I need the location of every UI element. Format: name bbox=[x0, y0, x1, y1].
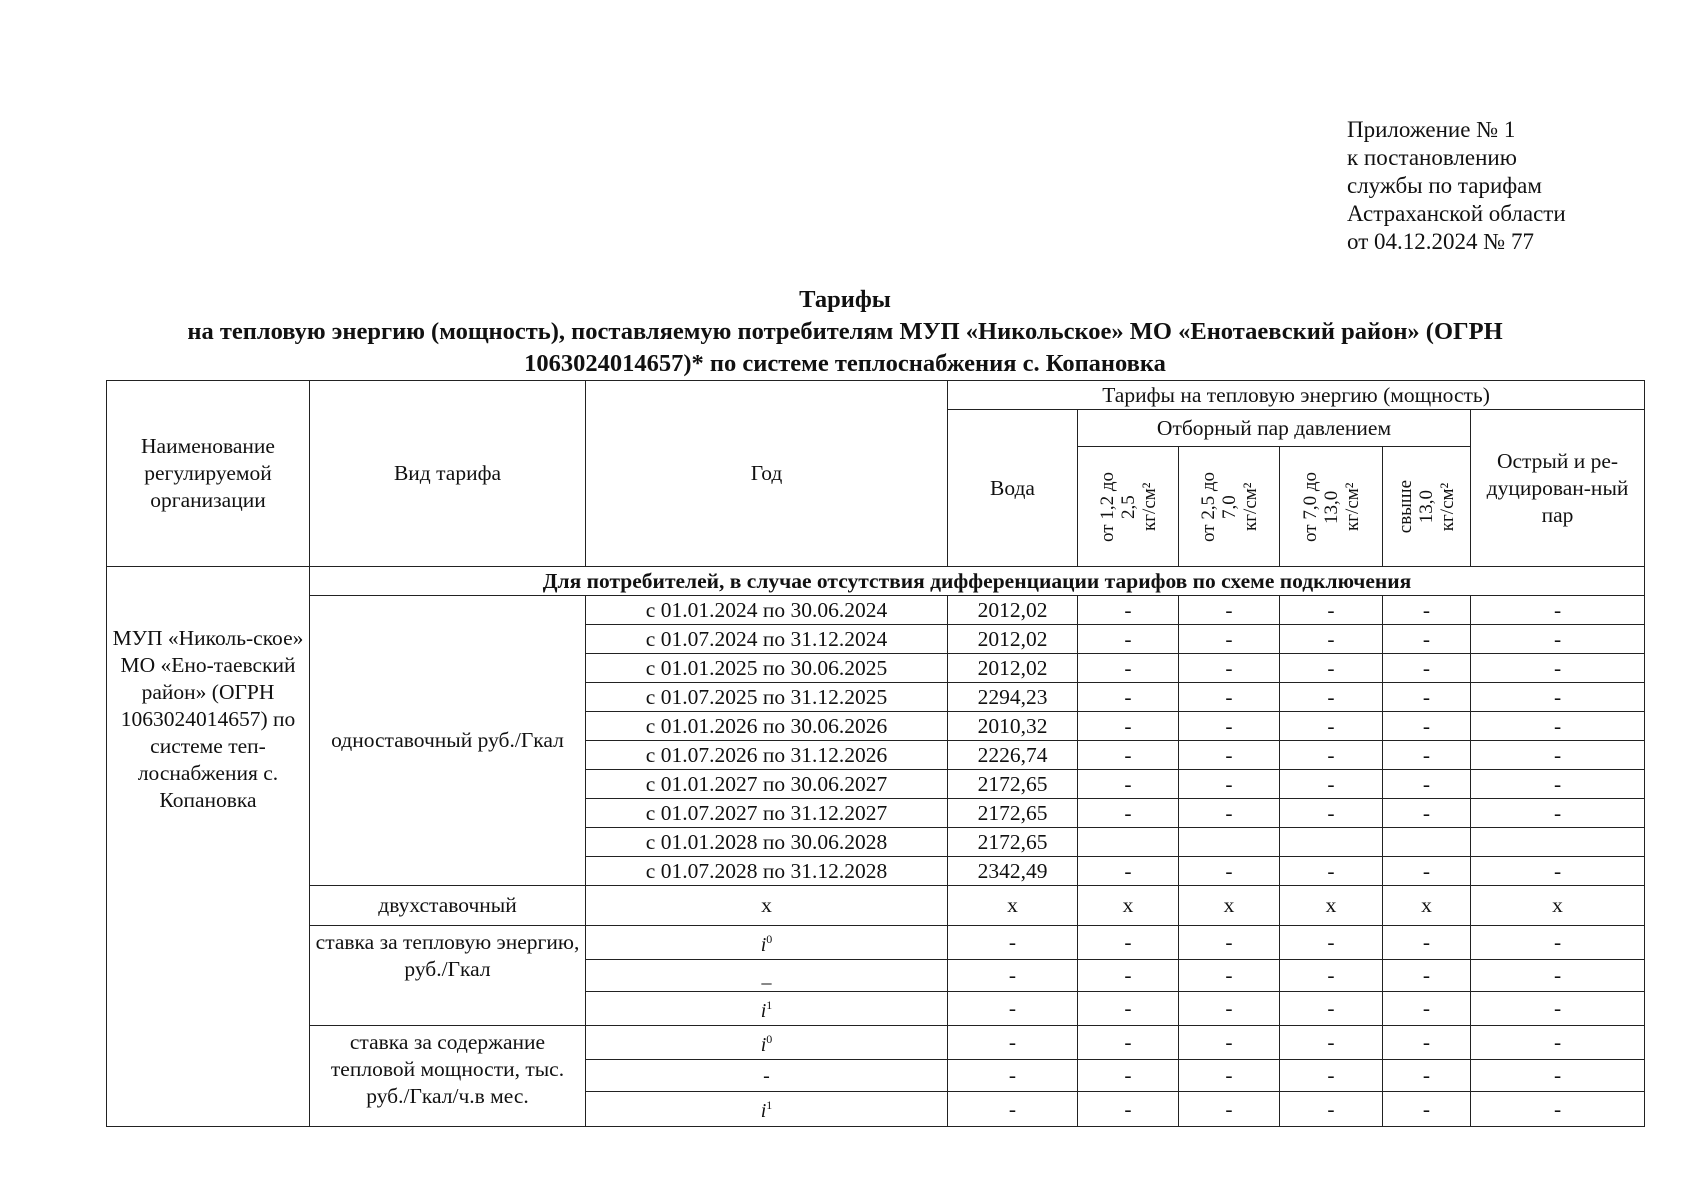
value-cell: - bbox=[1179, 625, 1280, 654]
appendix-line: Астраханской области bbox=[1347, 201, 1566, 226]
year-symbol-cell bbox=[586, 960, 948, 992]
capacity-rate-row bbox=[107, 1026, 1645, 1060]
steam-col-label: от 1,2 до 2,5 кг/см² bbox=[1096, 471, 1160, 542]
value-cell: - bbox=[1078, 960, 1179, 992]
value-cell: - bbox=[1280, 770, 1383, 799]
value-cell: - bbox=[1471, 926, 1645, 960]
value-cell: - bbox=[1383, 625, 1471, 654]
value-cell: - bbox=[1471, 1026, 1645, 1060]
value-cell: - bbox=[1179, 1092, 1280, 1126]
year-symbol: i bbox=[760, 1000, 767, 1023]
value-cell bbox=[1078, 828, 1179, 857]
value-cell: x bbox=[1471, 886, 1645, 926]
value-cell: - bbox=[1383, 1060, 1471, 1092]
header-org: Наименование регулируемой организации bbox=[107, 381, 310, 567]
value-cell bbox=[1280, 828, 1383, 857]
header-steam-col bbox=[1078, 447, 1179, 567]
value-cell: - bbox=[948, 1060, 1078, 1092]
value-cell: - bbox=[1471, 960, 1645, 992]
value-cell: x bbox=[586, 886, 948, 926]
value-cell: - bbox=[1179, 654, 1280, 683]
value-cell: - bbox=[1179, 960, 1280, 992]
value-cell: x bbox=[1179, 886, 1280, 926]
value-cell: - bbox=[1383, 926, 1471, 960]
value-cell: - bbox=[1179, 799, 1280, 828]
value-cell: - bbox=[1471, 596, 1645, 625]
water-value-cell: 2294,23 bbox=[948, 683, 1078, 712]
value-cell: - bbox=[1280, 799, 1383, 828]
year-symbol: i bbox=[760, 1034, 767, 1057]
year-symbol-cell bbox=[586, 1092, 948, 1126]
value-cell: - bbox=[1383, 1092, 1471, 1126]
value-cell: - bbox=[1179, 712, 1280, 741]
year-symbol-index: 0 bbox=[766, 932, 773, 946]
energy-rate-row bbox=[107, 926, 1645, 960]
tariff-table bbox=[106, 380, 1645, 1127]
value-cell: - bbox=[1471, 1092, 1645, 1126]
value-cell: - bbox=[1383, 712, 1471, 741]
value-cell: - bbox=[1179, 1026, 1280, 1060]
water-value-cell: 2012,02 bbox=[948, 596, 1078, 625]
value-cell: - bbox=[948, 926, 1078, 960]
steam-col-label: свыше 13,0 кг/см² bbox=[1395, 479, 1458, 534]
document-title bbox=[100, 284, 1590, 380]
value-cell: - bbox=[1078, 1060, 1179, 1092]
value-cell: - bbox=[1078, 770, 1179, 799]
period-cell: с 01.01.2028 по 30.06.2028 bbox=[586, 828, 948, 857]
value-cell: - bbox=[1280, 1092, 1383, 1126]
section-heading: Для потребителей, в случае отсутствия дифференциации тарифов по схеме подключения bbox=[310, 567, 1645, 596]
value-cell: - bbox=[1471, 1060, 1645, 1092]
title-subtitle: на тепловую энергию (мощность), поставляемую потребителям МУП «Никольское» МО «Енотаевский район» (ОГРН 1063024014657)* по системе теплоснабжения с. Копановка bbox=[187, 318, 1503, 377]
value-cell: - bbox=[1078, 596, 1179, 625]
two-rate-label: двухставочный bbox=[310, 886, 586, 926]
value-cell: - bbox=[1280, 741, 1383, 770]
value-cell: - bbox=[1280, 683, 1383, 712]
value-cell: - bbox=[948, 960, 1078, 992]
capacity-rate-label: ставка за содержание тепловой мощности, тыс. руб./Гкал/ч.в мес. bbox=[310, 1026, 586, 1126]
value-cell: x bbox=[1383, 886, 1471, 926]
year-symbol-cell bbox=[586, 992, 948, 1026]
value-cell: - bbox=[1179, 926, 1280, 960]
value-cell: - bbox=[1078, 992, 1179, 1026]
value-cell: - bbox=[1078, 1026, 1179, 1060]
appendix-line: к постановлению bbox=[1347, 145, 1517, 170]
value-cell: x bbox=[1078, 886, 1179, 926]
value-cell: - bbox=[1471, 741, 1645, 770]
year-symbol: i bbox=[760, 934, 767, 957]
water-value-cell: 2172,65 bbox=[948, 770, 1078, 799]
header-steam-group: Отборный пар давлением bbox=[1078, 410, 1471, 447]
value-cell: - bbox=[1078, 741, 1179, 770]
header-steam-col bbox=[1383, 447, 1471, 567]
period-cell: с 01.01.2025 по 30.06.2025 bbox=[586, 654, 948, 683]
header-year: Год bbox=[586, 381, 948, 567]
value-cell bbox=[1179, 828, 1280, 857]
value-cell bbox=[1383, 828, 1471, 857]
value-cell: - bbox=[1383, 741, 1471, 770]
year-symbol: - bbox=[763, 1064, 770, 1087]
value-cell: - bbox=[1471, 625, 1645, 654]
value-cell: - bbox=[1383, 960, 1471, 992]
value-cell: - bbox=[1179, 596, 1280, 625]
value-cell bbox=[1471, 828, 1645, 857]
appendix-line: службы по тарифам bbox=[1347, 173, 1542, 198]
year-symbol-index: 1 bbox=[766, 1098, 773, 1113]
value-cell: x bbox=[948, 886, 1078, 926]
period-cell: с 01.01.2027 по 30.06.2027 bbox=[586, 770, 948, 799]
period-cell: с 01.07.2027 по 31.12.2027 bbox=[586, 799, 948, 828]
year-symbol-cell bbox=[586, 1060, 948, 1092]
value-cell: - bbox=[948, 992, 1078, 1026]
value-cell: - bbox=[1280, 1026, 1383, 1060]
value-cell: - bbox=[1078, 1092, 1179, 1126]
value-cell: - bbox=[1078, 857, 1179, 886]
value-cell: - bbox=[1179, 770, 1280, 799]
value-cell: - bbox=[1471, 799, 1645, 828]
steam-col-label: от 2,5 до 7,0 кг/см² bbox=[1197, 471, 1261, 542]
value-cell: - bbox=[1383, 683, 1471, 712]
header-row-1 bbox=[107, 381, 1645, 410]
value-cell: - bbox=[1280, 857, 1383, 886]
period-cell: с 01.07.2025 по 31.12.2025 bbox=[586, 683, 948, 712]
water-value-cell: 2012,02 bbox=[948, 654, 1078, 683]
value-cell: - bbox=[1179, 992, 1280, 1026]
value-cell: x bbox=[1280, 886, 1383, 926]
period-cell: с 01.07.2028 по 31.12.2028 bbox=[586, 857, 948, 886]
water-value-cell: 2012,02 bbox=[948, 625, 1078, 654]
header-tariff-type: Вид тарифа bbox=[310, 381, 586, 567]
value-cell: - bbox=[948, 1026, 1078, 1060]
value-cell: - bbox=[1280, 596, 1383, 625]
org-name-cell: МУП «Николь-ское» МО «Ено-таевский район» (ОГРН 1063024014657) по системе теп-лоснабжения с. Копановка bbox=[107, 567, 310, 1127]
value-cell: - bbox=[1280, 1060, 1383, 1092]
value-cell: - bbox=[1078, 799, 1179, 828]
water-value-cell: 2172,65 bbox=[948, 828, 1078, 857]
title-main: Тарифы bbox=[799, 286, 891, 313]
value-cell: - bbox=[1471, 683, 1645, 712]
header-tariff-group: Тарифы на тепловую энергию (мощность) bbox=[948, 381, 1645, 410]
year-symbol: _ bbox=[761, 964, 772, 987]
value-cell: - bbox=[1280, 926, 1383, 960]
year-symbol-index: 1 bbox=[766, 998, 773, 1013]
value-cell: - bbox=[1078, 625, 1179, 654]
energy-rate-label: ставка за тепловую энергию, руб./Гкал bbox=[310, 926, 586, 1026]
period-cell: с 01.01.2026 по 30.06.2026 bbox=[586, 712, 948, 741]
header-steam-col bbox=[1280, 447, 1383, 567]
value-cell: - bbox=[1280, 654, 1383, 683]
period-cell: с 01.07.2024 по 31.12.2024 bbox=[586, 625, 948, 654]
water-value-cell: 2226,74 bbox=[948, 741, 1078, 770]
value-cell: - bbox=[1383, 654, 1471, 683]
appendix-block bbox=[1347, 116, 1566, 256]
header-water: Вода bbox=[948, 410, 1078, 567]
value-cell: - bbox=[1471, 770, 1645, 799]
value-cell: - bbox=[1280, 960, 1383, 992]
appendix-line: от 04.12.2024 № 77 bbox=[1347, 229, 1534, 254]
two-rate-row bbox=[107, 886, 1645, 926]
value-cell: - bbox=[1471, 712, 1645, 741]
period-cell: с 01.01.2024 по 30.06.2024 bbox=[586, 596, 948, 625]
water-value-cell: 2172,65 bbox=[948, 799, 1078, 828]
value-cell: - bbox=[1383, 1026, 1471, 1060]
value-cell: - bbox=[1078, 926, 1179, 960]
value-cell: - bbox=[1383, 799, 1471, 828]
period-cell: с 01.07.2026 по 31.12.2026 bbox=[586, 741, 948, 770]
value-cell: - bbox=[1383, 770, 1471, 799]
appendix-line: Приложение № 1 bbox=[1347, 117, 1516, 142]
value-cell: - bbox=[1471, 992, 1645, 1026]
value-cell: - bbox=[1471, 857, 1645, 886]
value-cell: - bbox=[1078, 712, 1179, 741]
year-symbol-index: 0 bbox=[766, 1032, 773, 1047]
value-cell: - bbox=[1179, 683, 1280, 712]
year-symbol-cell bbox=[586, 926, 948, 960]
header-steam-col bbox=[1179, 447, 1280, 567]
value-cell: - bbox=[1179, 741, 1280, 770]
value-cell: - bbox=[1179, 1060, 1280, 1092]
section-row bbox=[107, 567, 1645, 596]
water-value-cell: 2010,32 bbox=[948, 712, 1078, 741]
value-cell: - bbox=[1471, 654, 1645, 683]
single-rate-label: одноставочный руб./Гкал bbox=[310, 596, 586, 886]
value-cell: - bbox=[1280, 625, 1383, 654]
steam-col-label: от 7,0 до 13,0 кг/см² bbox=[1299, 471, 1363, 542]
value-cell: - bbox=[1179, 857, 1280, 886]
value-cell: - bbox=[1280, 712, 1383, 741]
value-cell: - bbox=[1383, 857, 1471, 886]
value-cell: - bbox=[1280, 992, 1383, 1026]
value-cell: - bbox=[1078, 683, 1179, 712]
year-symbol-cell bbox=[586, 1026, 948, 1060]
water-value-cell: 2342,49 bbox=[948, 857, 1078, 886]
single-rate-row bbox=[107, 596, 1645, 625]
header-sharp-steam: Острый и ре-дуцирован-ный пар bbox=[1471, 410, 1645, 567]
year-symbol: i bbox=[760, 1100, 767, 1123]
value-cell: - bbox=[948, 1092, 1078, 1126]
value-cell: - bbox=[1078, 654, 1179, 683]
value-cell: - bbox=[1383, 596, 1471, 625]
value-cell: - bbox=[1383, 992, 1471, 1026]
